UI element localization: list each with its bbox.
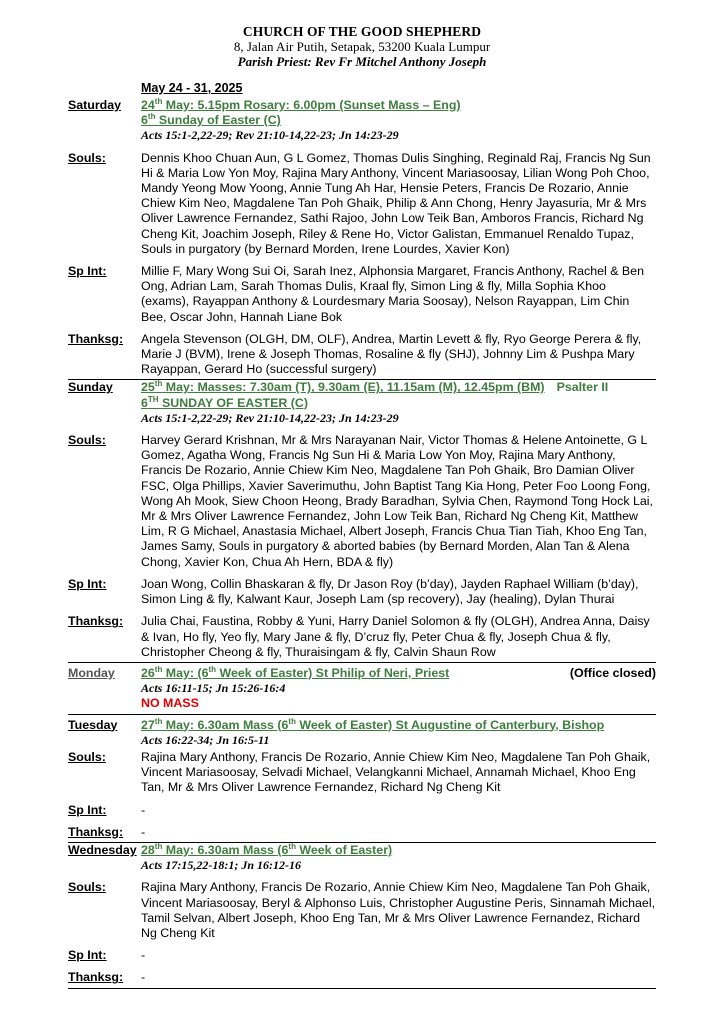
thanks-list: - [141,824,146,839]
souls-label: Souls: [68,880,106,895]
souls-list: Rajina Mary Anthony, Francis De Rozario, Annie Chiew Kim Neo, Magdalene Tan Poh Ghaik, Vincent Mariasoosay, Selvadi Michael, Velangkanni Michael, Annamah Michael, Khoo Eng Tan, Mr & Mrs Oliver Lawrence Fernandez, Richard Ng Cheng Kit [141,749,651,795]
thanks-label: Thanksg: [68,614,124,629]
spint-list: Joan Wong, Collin Bhaskaran & fly, Dr Jason Roy (b’day), Jayden Raphael William (b’day), Simon Ling & fly, Kalwant Kaur, Joseph Lam (sp recovery), Jay (healing), Dylan Thurai [141,576,639,607]
day-label: Tuesday [68,717,118,732]
day-saturday [68,98,656,380]
mass-schedule: 26th May: (6th Week of Easter) St Philip of Neri, Priest [141,664,450,680]
psalter: Psalter II [556,380,609,395]
souls-list: Dennis Khoo Chuan Aun, G L Gomez, Thomas Dulis Singhing, Reginald Raj, Francis Ng Sun Hi & Maria Low Yon Moy, Rajina Mary Anthony, Vincent Mariasoosay, Lilian Wong Poh Choo, Mandy Yeong Mow Yoong, Annie Tung Ah Har, Hensie Peters, Francis De Rozario, Annie Chiew Kim Neo, Magdalene Tan Poh Ghaik, Philip & Ann Chong, Henry Jayasuria, Mr & Mrs Oliver Lawrence Fernandez, Sathi Rajoo, John Low Teik Ban, Amboros Francis, Richard Ng Cheng Kit, Joachim Joseph, Riley & Rene Ho, Victor Galistan, Emmanuel Renaldo Tupaz, Souls in purgatory (by Bernard Morden, Irene Lourdes, Xavier Kon) [141,150,651,256]
day-sunday [68,380,656,662]
thanks-label: Thanksg: [68,970,124,985]
church-header [68,24,656,69]
day-wednesday [68,843,656,989]
readings: Acts 15:1-2,22-29; Rev 21:10-14,22-23; Jn 14:23-29 [141,128,399,143]
souls-label: Souls: [68,150,106,165]
mass-schedule: 27th May: 6.30am Mass (6th Week of Easter) St Augustine of Canterbury, Bishop [141,716,605,732]
readings: Acts 16:22-34; Jn 16:5-11 [141,732,270,747]
day-monday [68,666,656,715]
mass-schedule: 28th May: 6.30am Mass (6th Week of Easter) [141,841,393,857]
thanks-label: Thanksg: [68,331,124,346]
liturgical-day: 6th Sunday of Easter (C) [141,112,281,128]
souls-label: Souls: [68,433,106,448]
office-closed-note: (Office closed) [569,665,656,680]
church-name: CHURCH OF THE GOOD SHEPHERD [242,24,482,39]
thanks-list: Angela Stevenson (OLGH, DM, OLF), Andrea, Martin Levett & fly, Ryo George Perera & fly, Marie J (BVM), Irene & Joseph Thomas, Rosaline & fly (SHJ), Johnny Lim & Pushpa Mary Rayappan, Gerard Ho (successful surgery) [141,331,642,377]
spint-label: Sp Int: [68,948,107,963]
day-label: Sunday [68,380,113,395]
spint-label: Sp Int: [68,576,107,591]
parish-priest: Parish Priest: Rev Fr Mitchel Anthony Joseph [237,54,487,69]
day-tuesday [68,718,656,843]
liturgical-day: 6TH SUNDAY OF EASTER (C) [141,394,308,410]
souls-list: Harvey Gerard Krishnan, Mr & Mrs Narayanan Nair, Victor Thomas & Helene Antoinette, G L Gomez, Agatha Wong, Francis Ng Sun Hi & Maria Low Yon Moy, Rajina Mary Anthony, Francis De Rozario, Annie Chiew Kim Neo, Magdalene Tan Poh Ghaik, Bro Damian Oliver FSC, Olga Phillips, Xavier Saverimuthu, John Baptist Tang Kia Hong, Peter Foo Loong Fong, Wong Ah Mook, Siew Choon Heong, Brady Baradhan, Sylvia Chen, Raymond Tong Hock Lai, Mr & Mrs Oliver Lawrence Fernandez, John Low Teik Ban, Richard Ng Cheng Kit, Matthew Lim, R G Michael, Anastasia Michael, Albert Joseph, Francis Chua Tian Tiah, Khoo Eng Tan, James Samy, Souls in purgatory & aborted babies (by Bernard Morden, Alan Tan & Alena Chong, Xavier Kon, Chua Ah Hern, BDA & fly) [141,433,653,569]
day-label: Saturday [68,98,122,112]
readings: Acts 17:15,22-18:1; Jn 16:12-16 [141,858,301,873]
mass-schedule: 24th May: 5.15pm Rosary: 6.00pm (Sunset Mass – Eng) [141,96,461,112]
day-label: Monday [68,665,115,680]
souls-label: Souls: [68,749,106,764]
spint-list: - [141,948,146,963]
thanks-list: - [141,970,146,985]
thanks-list: Julia Chai, Faustina, Robby & Yuni, Harry Daniel Solomon & fly (OLGH), Andrea Anna, Daisy & Ivan, Ho fly, Yeo fly, Mary Jane & fly, D’cruz fly, Peter Chua & fly, Joseph Chua & fly, Christopher Cheong & fly, Thuraisingam & fly, Calvin Shaun Row [141,614,650,659]
week-range: May 24 - 31, 2025 [141,81,243,95]
spint-list: - [141,802,146,817]
readings: Acts 15:1-2,22-29; Rev 21:10-14,22-23; Jn 14:23-29 [141,410,399,425]
thanks-label: Thanksg: [68,824,124,839]
readings: Acts 16:11-15; Jn 15:26-16:4 [141,681,286,696]
spint-label: Sp Int: [68,264,107,279]
spint-label: Sp Int: [68,802,107,817]
day-label: Wednesday [68,842,137,857]
mass-schedule: 25th May: Masses: 7.30am (T), 9.30am (E), 11.15am (M), 12.45pm (BM) Psalter II [141,379,609,395]
bulletin-page [68,24,656,989]
church-address: 8, Jalan Air Putih, Setapak, 53200 Kuala Lumpur [233,39,491,54]
no-mass-notice: NO MASS [141,696,199,711]
spint-list: Millie F, Mary Wong Sui Oi, Sarah Inez, Alphonsia Margaret, Francis Anthony, Rachel & Ben Ong, Adrian Lam, Sarah Thomas Dulis, Kraal fly, Simon Ling & fly, Milla Sophia Khoo (exams), Rayappan Anthony & Lourdesmary Maria Soosay), Nelson Rayappan, Lim Chin Bee, Oscar John, Hannah Liane Bok [141,264,644,324]
souls-list: Rajina Mary Anthony, Francis De Rozario, Annie Chiew Kim Neo, Magdalene Tan Poh Ghaik, Vincent Mariasoosay, Beryl & Alphonso Luis, Christopher Augustine Peris, Sinnamah Michael, Tamil Selvan, Albert Joseph, Khoo Eng Tan, Mr & Mrs Oliver Lawrence Fernandez, Richard Ng Cheng Kit [141,880,656,940]
